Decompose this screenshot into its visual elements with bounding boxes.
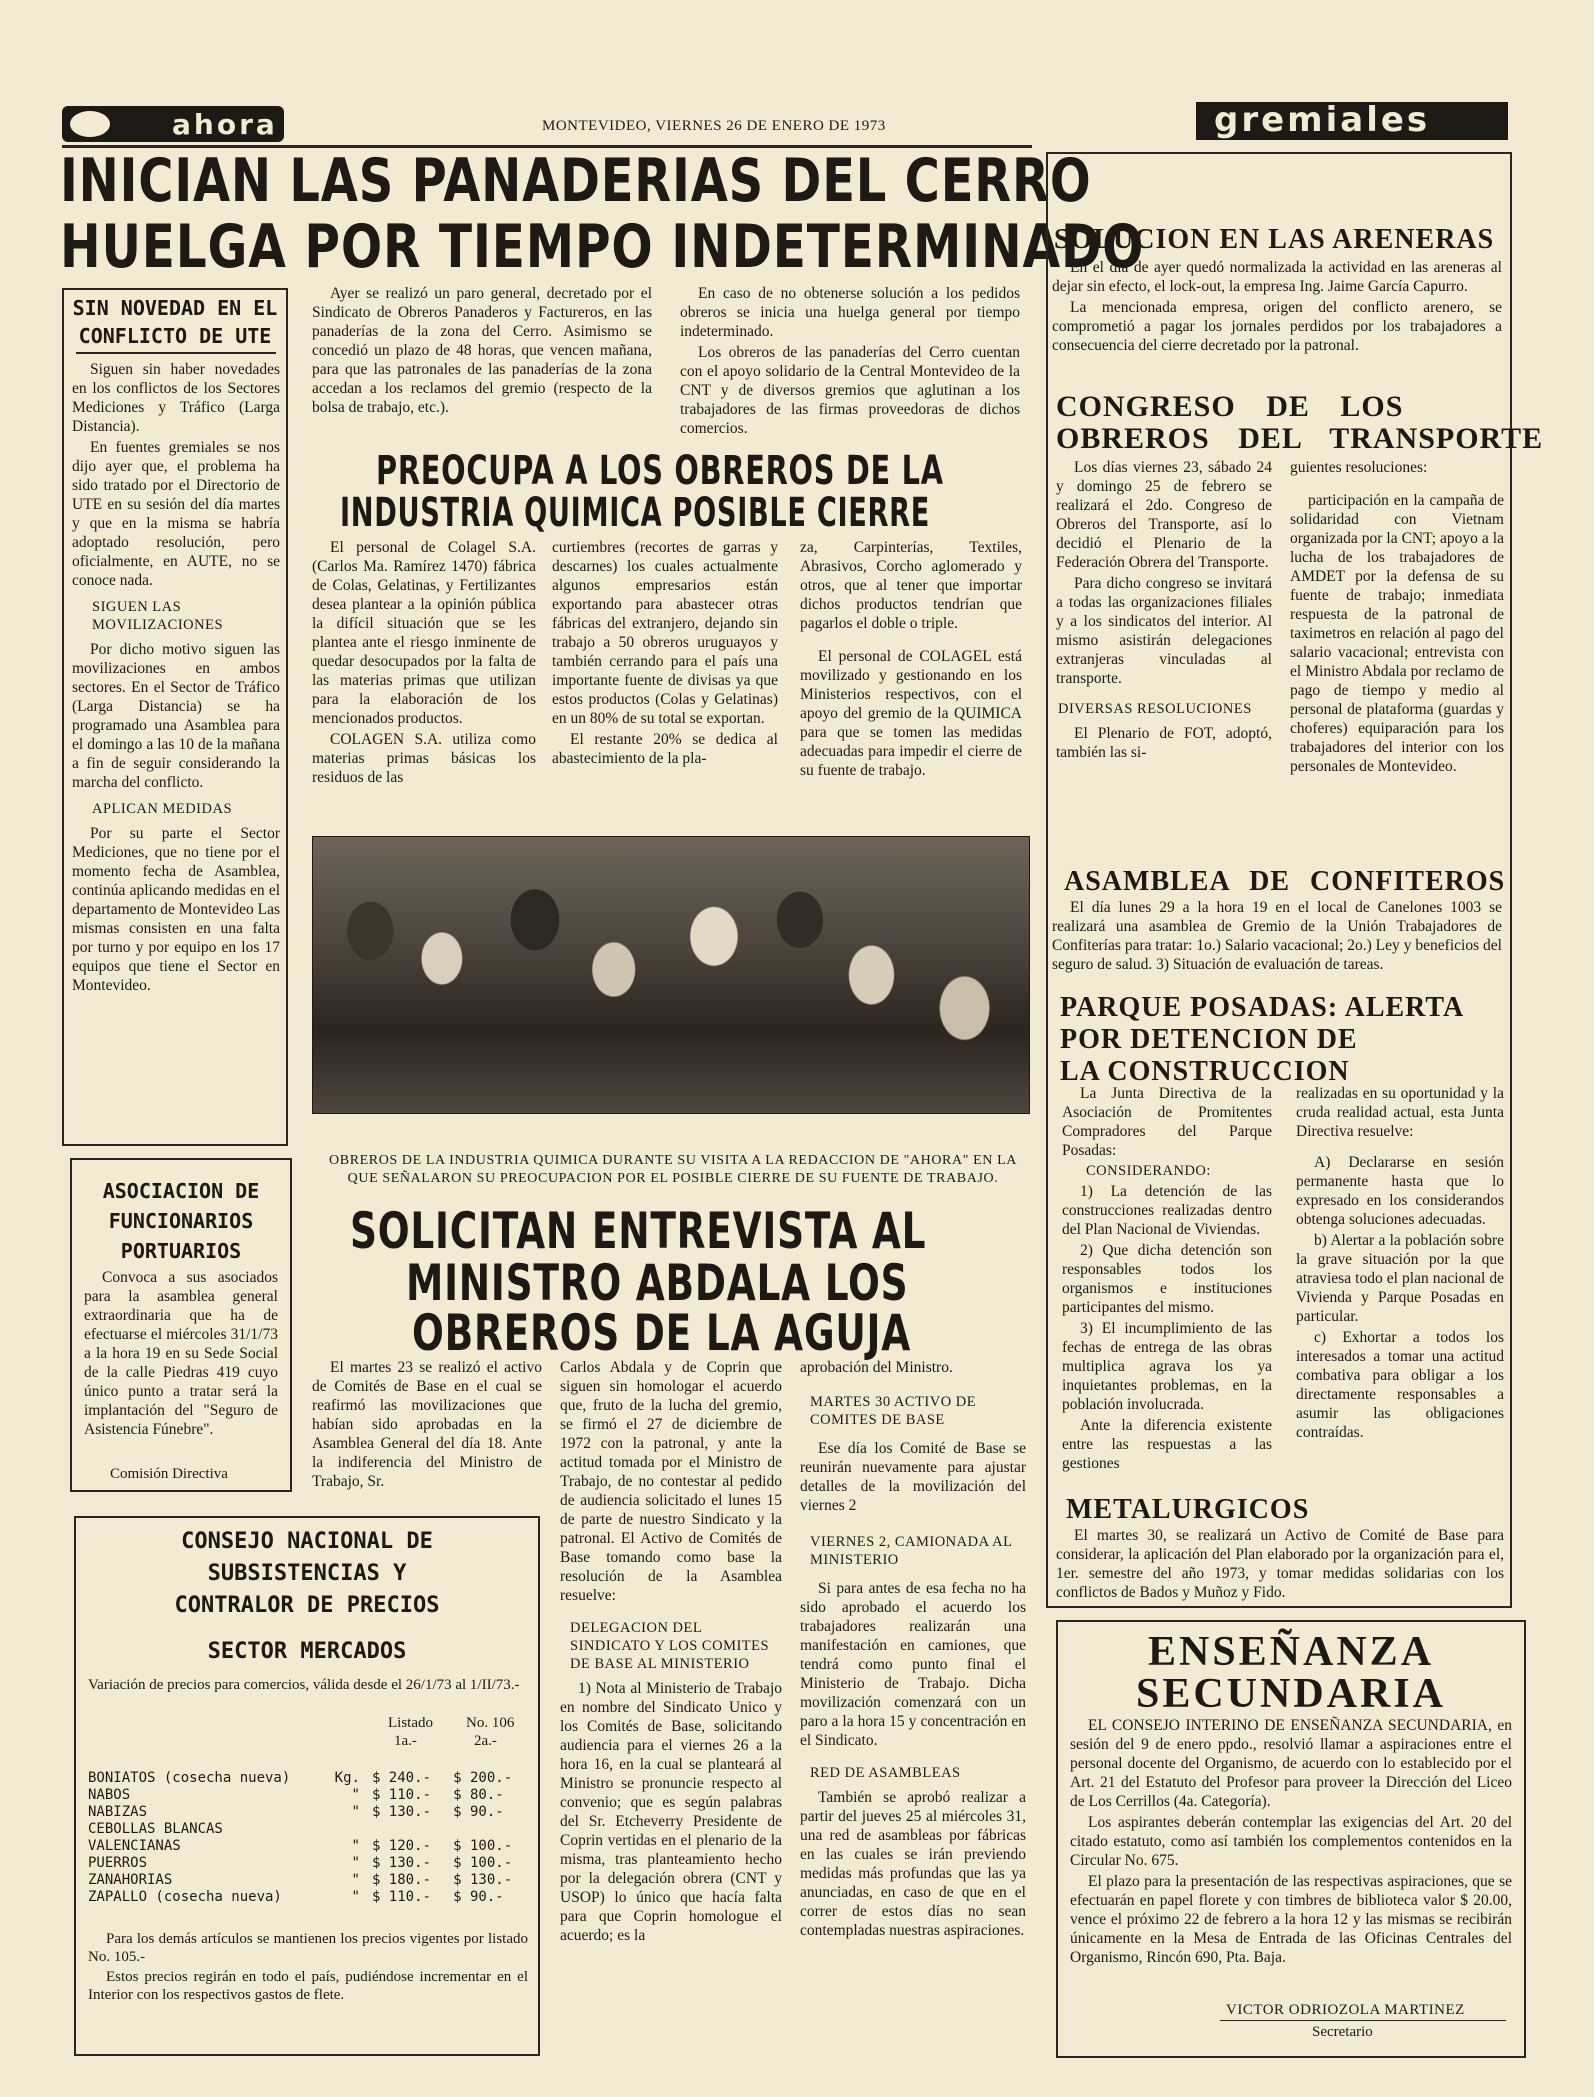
congreso-paragraph: El Plenario de FOT, adoptó, también las si-: [1056, 725, 1272, 761]
price-item: BONIATOS (cosecha nueva): [88, 1770, 291, 1786]
ensenanza-paragraph: EL CONSEJO INTERINO DE ENSEÑANZA SECUNDARIA, en sesión del 9 de enero ppdo., resolvió llamar a aspiraciones entre el personal docente del Organismo, de acuerdo con lo establecido por el Art. 21 del Estatuto del Profesor para proveer la Dirección del Liceo de Los Cerrillos (4a. Categoría).: [1070, 1717, 1512, 1810]
ute-body: [72, 360, 280, 1140]
col-head-label: 2a.-: [474, 1733, 497, 1749]
ensenanza-signature-name: VICTOR ODRIOZOLA MARTINEZ: [1226, 2002, 1465, 2018]
posadas-paragraph: 3) El incumplimiento de las fechas de entrega de las obras multiplica agrava los ya inquietantes problemas, en la población involucrada.: [1062, 1320, 1272, 1413]
quimica-paragraph: COLAGEN S.A. utiliza como materias primas básicas los residuos de las: [312, 731, 536, 786]
metalurgicos-body: [1056, 1526, 1504, 1606]
posadas-headline-line3: LA CONSTRUCCION: [1060, 1056, 1350, 1087]
col-head-label: No. 106: [466, 1715, 515, 1731]
ute-paragraph: En fuentes gremiales se nos dijo ayer que, el problema ha sido tratado por el Directorio de UTE en su sesión del día martes y que en la misma se habría adoptado resolución, pero oficialmente, en AUTE, no se conoce nada.: [72, 439, 280, 589]
workers-photo: [312, 836, 1030, 1114]
quimica-col1: [312, 538, 536, 828]
panaderias-col1: [312, 284, 652, 450]
ute-title-line1: SIN NOVEDAD EN EL: [72, 296, 278, 320]
aguja-headline-line1: SOLICITAN ENTREVISTA AL: [350, 1202, 927, 1260]
aguja-paragraph: El martes 23 se realizó el activo de Comités de Base en el cual se reafirmó las movilizaciones que habían sido aprobadas en la Asamblea General del día 18. Ante la indiferencia del Ministro de Trabajo, Sr.: [312, 1359, 542, 1490]
price-listado-1a: $ 130.-: [371, 1855, 431, 1871]
posadas-col2: [1296, 1084, 1504, 1496]
quimica-paragraph: El restante 20% se dedica al abastecimiento de la pla-: [552, 731, 778, 767]
panaderias-paragraph: Los obreros de las panaderías del Cerro cuentan con el apoyo solidario de la Central Montevideo de la CNT y de diversos gremios que aglutinan a los trabajadores de las firmas proveedoras de dichos comercios.: [680, 344, 1020, 437]
consejo-paragraph: Estos precios regirán en todo el país, pudiéndose incrementar en el Interior con los respectivos gastos de flete.: [88, 1969, 528, 2003]
congreso-headline-line1: CONGRESO DE LOS: [1056, 390, 1404, 423]
quimica-paragraph: El personal de Colagel S.A. (Carlos Ma. Ramírez 1470) fábrica de Colas, Gelatinas, y Fertilizantes desea plantear a la opinión pública la difícil situación que se les plantea ante el riesgo inminente de quedar desocupados por la falta de las materias primas que utilizan para la elaboración de los mencionados productos.: [312, 539, 536, 727]
price-unit: ": [351, 1838, 360, 1854]
price-listado-1a: $ 130.-: [371, 1804, 431, 1820]
price-item: CEBOLLAS BLANCAS: [88, 1821, 223, 1837]
price-table: [86, 1770, 526, 1906]
quimica-headline-line2: INDUSTRIA QUIMICA POSIBLE CIERRE: [340, 490, 931, 536]
confiteros-headline: ASAMBLEA DE CONFITEROS: [1064, 866, 1506, 897]
logo-circle-icon: [70, 111, 110, 137]
posadas-headline-line2: POR DETENCION DE: [1060, 1024, 1358, 1055]
price-row: [86, 1770, 526, 1787]
price-listado-2a: $ 80.-: [453, 1787, 504, 1803]
price-row: [86, 1821, 526, 1838]
ensenanza-paragraph: Los aspirantes deberán contemplar las exigencias del Art. 20 del citado estatuto, como así también los complementos contenidos en la Circular No. 675.: [1070, 1814, 1512, 1869]
aguja-paragraph: 1) Nota al Ministerio de Trabajo en nombre del Sindicato Unico y los Comités de Base, solicitando audiencia para el viernes 26 a la hora 16, en la cual se planteará al Ministro se pronuncie respecto al convenio; que es según palabras del Sr. Etcheverry Presidente de Coprin vertidas en el plenario de la misma, tras planteamiento hecho por la delegación obrera (CNT y USOP) lo único que hacía falta para que Coprin homologue el acuerdo; es la: [560, 1680, 782, 1944]
metalurgicos-headline: METALURGICOS: [1066, 1494, 1310, 1525]
aguja-headline-line3: OBREROS DE LA AGUJA: [412, 1304, 912, 1362]
posadas-paragraph: Ante la diferencia existente entre las respuestas a las gestiones: [1062, 1417, 1272, 1472]
logo-text: ahora: [172, 108, 278, 141]
posadas-paragraph: c) Exhortar a todos los interesados a tomar una actitud combativa para obligar a los directamente responsables a asumir las obligaciones contraídas.: [1296, 1329, 1504, 1441]
ute-title-line2: CONFLICTO DE UTE: [78, 324, 272, 348]
portuarios-paragraph: Convoca a sus asociados para la asamblea general extraordinaria que ha de efectuarse el miércoles 31/1/73 a la hora 19 en su Sede Social de la calle Piedras 419 cuyo único punto a tratar será la implantación del "Seguro de Asistencia Fúnebre".: [84, 1269, 278, 1438]
price-listado-2a: $ 90.-: [453, 1889, 504, 1905]
ute-paragraph: Siguen sin haber novedades en los conflictos de los Sectores Mediciones y Tráfico (Larga Distancia).: [72, 361, 280, 435]
congreso-paragraph: guientes resoluciones:: [1290, 459, 1428, 476]
price-row: [86, 1872, 526, 1889]
portuarios-title-line2: FUNCIONARIOS: [108, 1209, 254, 1233]
price-row: [86, 1838, 526, 1855]
congreso-paragraph: Los días viernes 23, sábado 24 y domingo 25 de febrero se realizará el 2do. Congreso de Obreros del Transporte, así lo decidió el Plenario de la Federación Obrera del Transporte.: [1056, 459, 1272, 571]
price-row: [86, 1855, 526, 1872]
areneras-paragraph: La mencionada empresa, origen del conflicto arenero, se comprometió a pagar los jornales perdidos por los trabajadores a consecuencia del cierre decretado por la patronal.: [1052, 299, 1502, 354]
price-listado-2a: [445, 1821, 526, 1838]
quimica-headline-line1: PREOCUPA A LOS OBREROS DE LA: [376, 448, 944, 494]
col-head-label: 1a.-: [394, 1733, 417, 1749]
aguja-headline-line2: MINISTRO ABDALA LOS: [406, 1254, 909, 1312]
section-text: gremiales: [1214, 100, 1431, 140]
photo-caption: OBREROS DE LA INDUSTRIA QUIMICA DURANTE SU VISITA A LA REDACCION DE "AHORA" EN LA QUE SEÑALARON SU PREOCUPACION POR EL POSIBLE CIERRE DE SU FUENTE DE TRABAJO.: [329, 1153, 1017, 1186]
price-listado-1a: $ 110.-: [371, 1787, 431, 1803]
aguja-paragraph: Ese día los Comité de Base se reunirán nuevamente para ajustar detalles de la movilización del viernes 2: [800, 1440, 1026, 1514]
main-headline-line2: HUELGA POR TIEMPO INDETERMINADO: [60, 212, 1145, 282]
aguja-paragraph: aprobación del Ministro.: [800, 1359, 953, 1376]
aguja-paragraph: También se aprobó realizar a partir del jueves 25 al miércoles 31, una red de asambleas por fábricas en las cuales se irán previendo medidas más profundas que las ya anunciadas, en caso de que en el correr de estos días no sean contempladas nuestras aspiraciones.: [800, 1789, 1026, 1939]
price-row: [86, 1787, 526, 1804]
portuarios-body: [84, 1268, 278, 1464]
areneras-body: [1052, 258, 1502, 380]
consejo-paragraph: Para los demás artículos se mantienen los precios vigentes por listado No. 105.-: [88, 1931, 528, 1965]
aguja-col2: [560, 1358, 782, 2058]
posadas-paragraph: 2) Que dicha detención son responsables todos los organismos e instituciones participantes del mismo.: [1062, 1242, 1272, 1316]
posadas-paragraph: realizadas en su oportunidad y la cruda realidad actual, esta Junta Directiva resuelve:: [1296, 1085, 1504, 1140]
congreso-subhead: DIVERSAS RESOLUCIONES: [1058, 701, 1252, 717]
posadas-subhead: CONSIDERANDO:: [1086, 1163, 1211, 1179]
price-item: PUERROS: [88, 1855, 148, 1871]
ute-paragraph: Por dicho motivo siguen las movilizaciones en ambos sectores. En el Sector de Tráfico (Larga Distancia) se ha programado una Asamblea para el domingo a las 10 de la mañana a fin de seguir considerando la marcha del conflicto.: [72, 641, 280, 791]
quimica-col3: [800, 538, 1022, 828]
congreso-paragraph: participación en la campaña de solidaridad con Vietnam organizada por la CNT; apoyo a la lucha de los trabajadores de AMDET por la defensa de su fuente de trabajo; inmediata respuesta de la patronal de taximetros en relación al pago del salario vacacional; entrevista con el Ministro Abdala por reclamo de pago de tiempo y medio al personal de plataforma (guardas y choferes) equiparación para los trabajadores del interior con los personales de Montevideo.: [1290, 492, 1504, 775]
consejo-col-head2: [466, 1714, 514, 1750]
ute-title-rule: [76, 352, 276, 354]
confiteros-paragraph: El día lunes 29 a la hora 19 en el local de Canelones 1003 se realizará una asamblea de Gremio de la Unión Trabajadores de Confiterías para tratar: 1o.) Salario vacacional; 2o.) Ley y beneficios del seguro de salud. 3) Situación de evaluación de tareas.: [1052, 899, 1502, 973]
price-listado-1a: $ 120.-: [371, 1838, 431, 1854]
consejo-title-line3: CONTRALOR DE PRECIOS: [174, 1593, 440, 1618]
aguja-subhead: VIERNES 2, CAMIONADA AL MINISTERIO: [810, 1534, 1012, 1568]
consejo-title-line4: SECTOR MERCADOS: [207, 1639, 407, 1664]
masthead-logo: [62, 106, 284, 142]
price-listado-1a: [362, 1821, 445, 1838]
congreso-headline-line2: OBREROS DEL TRANSPORTE: [1056, 422, 1544, 455]
aguja-paragraph: Carlos Abdala y de Coprin que siguen sin homologar el acuerdo que, fruto de la lucha del gremio, se firmó el 27 de diciembre de 1972 con la patronal, y ante la actitud tomada por el Ministro de Trabajo, de no contestar al pedido de audiencia solicitado el lunes 15 de parte de nuestro Sindicato y la patronal. El Activo de Comités de Base tomando como base la resolución de la Asamblea resuelve:: [560, 1359, 782, 1604]
panaderias-col2: [680, 284, 1020, 450]
congreso-col2: [1290, 458, 1504, 858]
price-listado-2a: $ 100.-: [453, 1855, 513, 1871]
quimica-paragraph: El personal de COLAGEL está movilizado y gestionando en los Ministerios respectivos, con el apoyo del gremio de la QUIMICA para que se tomen las medidas adecuadas para impedir el cierre de su fuente de trabajo.: [800, 648, 1022, 779]
section-banner: [1196, 102, 1508, 140]
consejo-footer: [88, 1930, 528, 2040]
posadas-paragraph: b) Alertar a la población sobre la grave situación por la que atraviesa todo el plan nacional de Vivienda y Parque Posadas en particular.: [1296, 1232, 1504, 1325]
price-unit: [328, 1821, 362, 1838]
price-listado-2a: $ 90.-: [453, 1804, 504, 1820]
price-item: NABIZAS: [88, 1804, 148, 1820]
ensenanza-headline-line2: SECUNDARIA: [1135, 1671, 1447, 1717]
quimica-col2: [552, 538, 778, 828]
aguja-col1: [312, 1358, 542, 1498]
consejo-title-line1: CONSEJO NACIONAL DE: [181, 1529, 433, 1554]
price-row: [86, 1889, 526, 1906]
aguja-subhead: DELEGACION DEL SINDICATO Y LOS COMITES DE BASE AL MINISTERIO: [570, 1620, 770, 1672]
panaderias-paragraph: En caso de no obtenerse solución a los pedidos obreros se inicia una huelga general por tiempo indeterminado.: [680, 285, 1020, 340]
price-unit: ": [351, 1787, 360, 1803]
price-listado-1a: $ 240.-: [371, 1770, 431, 1786]
col-head-label: Listado: [388, 1715, 433, 1731]
consejo-intro: Variación de precios para comercios, válida desde el 26/1/73 al 1/II/73.-: [88, 1677, 520, 1693]
consejo-title-line2: SUBSISTENCIAS Y: [207, 1561, 407, 1586]
ensenanza-paragraph: El plazo para la presentación de las respectivas aspiraciones, que se efectuarán en papel florete y con timbres de biblioteca valor $ 20.00, vence el próximo 22 de febrero a la hora 12 y las mismas se recibirán únicamente en la Mesa de Entrada de las Oficinas Centrales del Organismo, Rincón 690, Pta. Baja.: [1070, 1873, 1512, 1966]
price-unit: ": [351, 1804, 360, 1820]
posadas-col1: [1062, 1084, 1272, 1496]
congreso-col1: [1056, 458, 1272, 858]
portuarios-title-line3: PORTUARIOS: [120, 1239, 242, 1263]
ensenanza-headline-line1: ENSEÑANZA: [1147, 1629, 1435, 1675]
price-unit: ": [351, 1855, 360, 1871]
posadas-headline-line1: PARQUE POSADAS: ALERTA: [1060, 992, 1465, 1023]
price-listado-1a: $ 110.-: [371, 1889, 431, 1905]
portuarios-signature: Comisión Directiva: [110, 1466, 228, 1482]
price-listado-2a: $ 130.-: [453, 1872, 513, 1888]
price-unit: Kg.: [334, 1770, 360, 1786]
price-row: [86, 1804, 526, 1821]
posadas-paragraph: 1) La detención de las construcciones realizadas dentro del Plan Nacional de Viviendas.: [1062, 1183, 1272, 1238]
ute-subhead: APLICAN MEDIDAS: [92, 801, 233, 817]
price-listado-2a: $ 100.-: [453, 1838, 513, 1854]
ensenanza-signature-rule: [1220, 2020, 1506, 2021]
posadas-paragraph: La Junta Directiva de la Asociación de Promitentes Compradores del Parque Posadas:: [1062, 1085, 1272, 1159]
metalurgicos-paragraph: El martes 30, se realizará un Activo de Comité de Base para considerar, la aplicación del Plan elaborado por la organización para el, 1er. semestre del año 1973, y tomar medidas solidarias con los conflictos de Bados y Muñoz y Fido.: [1056, 1527, 1504, 1601]
price-unit: ": [351, 1889, 360, 1905]
ensenanza-signature-title: Secretario: [1312, 2024, 1373, 2040]
ensenanza-body: [1070, 1716, 1512, 2000]
ute-paragraph: Por su parte el Sector Mediciones, que no tiene por el momento fecha de Asamblea, continúa aplicando medidas en el departamento de Montevideo Las mismas consisten en una falta por turno y por equipo en los 17 equipos que tiene el Sector en Montevideo.: [72, 825, 280, 994]
aguja-paragraph: Si para antes de esa fecha no ha sido aprobado el acuerdo los trabajadores realizarán una manifestación en camiones, que tendrá como punto final el Ministerio de Trabajo. Dicha movilización comenzará con un paro a la hora 15 y concentración en el Sindicato.: [800, 1580, 1026, 1749]
price-item: ZANAHORIAS: [88, 1872, 173, 1888]
price-item: VALENCIANAS: [88, 1838, 181, 1854]
dateline: MONTEVIDEO, VIERNES 26 DE ENERO DE 1973: [542, 118, 886, 134]
consejo-col-head1: [388, 1714, 433, 1750]
quimica-paragraph: curtiembres (recortes de garras y descarnes) los cuales actualmente algunos empresarios están exportando para abastecer otras fábricas del extranjero, dejando sin trabajo a 50 obreros uruguayos y también cerrando para el país una importante fuente de divisas ya que estos productos (Colas y Gelatinas) en un 80% de su total se exportan.: [552, 539, 778, 727]
congreso-paragraph: Para dicho congreso se invitará a todas las organizaciones filiales y a los sindicatos del interior. Al mismo asistirán delegaciones extranjeras vinculadas al transporte.: [1056, 575, 1272, 687]
price-unit: ": [351, 1872, 360, 1888]
price-listado-2a: $ 200.-: [453, 1770, 513, 1786]
ute-subhead: SIGUEN LAS MOVILIZACIONES: [92, 599, 224, 633]
price-item: ZAPALLO (cosecha nueva): [88, 1889, 282, 1905]
aguja-col3: [800, 1358, 1026, 2058]
quimica-paragraph: za, Carpinterías, Textiles, Abrasivos, Corcho aglomerado y otros, que al tener que importar dichos productos tendrían que pagarlos el doble o triple.: [800, 539, 1022, 632]
posadas-paragraph: A) Declararse en sesión permanente hasta que lo expresado en los considerandos obtenga soluciones adecuadas.: [1296, 1154, 1504, 1228]
main-headline-line1: INICIAN LAS PANADERIAS DEL CERRO: [60, 146, 1092, 216]
panaderias-paragraph: Ayer se realizó un paro general, decretado por el Sindicato de Obreros Panaderos y Factureros, en las panaderías de la zona del Cerro. Asimismo se concedió un plazo de 48 horas, que vencen mañana, para que las patronales de las panaderías de la zona accedan a los reclamos del gremio (respecto de la bolsa de trabajo, etc.).: [312, 285, 652, 416]
portuarios-title-line1: ASOCIACION DE: [102, 1179, 260, 1203]
aguja-subhead: RED DE ASAMBLEAS: [810, 1765, 961, 1781]
price-item: NABOS: [88, 1787, 131, 1803]
areneras-paragraph: En el día de ayer quedó normalizada la actividad en las areneras al dejar sin efecto, el lock-out, la empresa Ing. Jaime García Capurro.: [1052, 259, 1502, 295]
aguja-subhead: MARTES 30 ACTIVO DE COMITES DE BASE: [810, 1394, 977, 1428]
confiteros-body: [1052, 898, 1502, 982]
price-listado-1a: $ 180.-: [371, 1872, 431, 1888]
areneras-headline: SOLUCION EN LAS ARENERAS: [1054, 224, 1495, 255]
